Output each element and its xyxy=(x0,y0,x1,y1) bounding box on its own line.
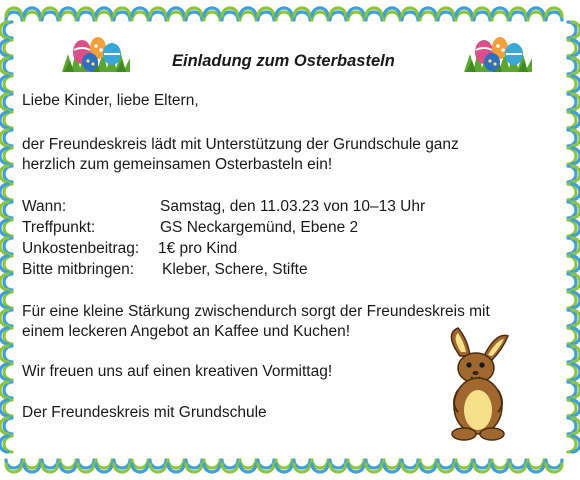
detail-value-cost: 1€ pro Kind xyxy=(158,240,238,257)
invitation-title: Einladung zum Osterbasteln xyxy=(172,52,395,70)
signature-line: Der Freundeskreis mit Grundschule xyxy=(22,404,267,421)
intro-line-2: herzlich zum gemeinsamen Osterbasteln ein! xyxy=(22,156,333,173)
greeting: Liebe Kinder, liebe Eltern, xyxy=(22,92,199,109)
easter-bunny-image xyxy=(436,326,526,444)
egg-icon xyxy=(484,53,500,71)
snack-line-1: Für eine kleine Stärkung zwischendurch sorgt der Freundeskreis mit xyxy=(22,303,490,320)
detail-label-cost: Unkostenbeitrag: xyxy=(22,240,140,257)
egg-icon xyxy=(82,53,98,71)
intro-line-1: der Freundeskreis lädt mit Unterstützung der Grundschule ganz xyxy=(22,136,459,153)
detail-label-when: Wann: xyxy=(22,198,67,215)
detail-label-meeting-point: Treffpunkt: xyxy=(22,219,96,236)
detail-value-bring: Kleber, Schere, Stifte xyxy=(162,261,308,278)
bunny-icon xyxy=(451,328,508,440)
detail-value-meeting-point: GS Neckargemünd, Ebene 2 xyxy=(160,219,359,236)
easter-eggs-right-image xyxy=(462,28,534,74)
detail-value-when: Samstag, den 11.03.23 von 10–13 Uhr xyxy=(160,198,426,215)
easter-eggs-left-image xyxy=(60,28,132,74)
closing-line: Wir freuen uns auf einen kreativen Vormittag! xyxy=(22,363,333,380)
detail-label-bring: Bitte mitbringen: xyxy=(22,261,134,278)
snack-line-2: einem leckeren Angebot an Kaffee und Kuchen! xyxy=(22,323,351,340)
